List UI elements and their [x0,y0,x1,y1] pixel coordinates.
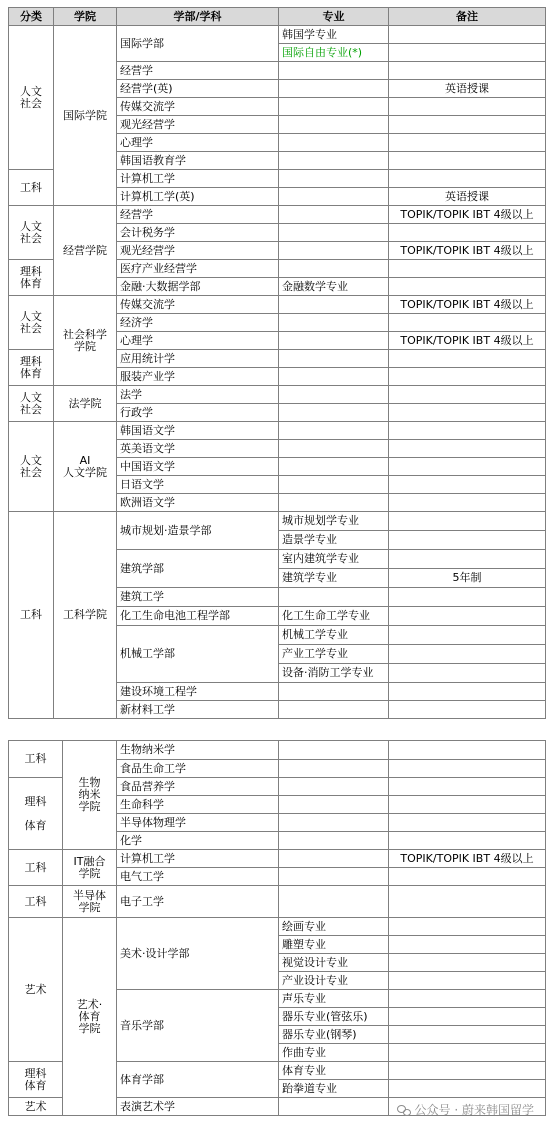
major-cell [279,868,389,886]
department-cell: 城市规划·造景学部 [117,512,279,550]
department-cell: 生命科学 [117,796,279,814]
major-cell [279,206,389,224]
major-cell [279,886,389,918]
remark-cell [389,1026,546,1044]
remark-cell [389,224,546,242]
department-cell: 经济学 [117,314,279,332]
major-cell [279,98,389,116]
department-cell: 建设环境工程学 [117,683,279,701]
department-cell: 新材料工学 [117,701,279,719]
header-major: 专业 [279,8,389,26]
major-cell: 造景学专业 [279,531,389,550]
category-cell: 工科 [9,741,63,778]
department-cell: 建筑学部 [117,550,279,588]
category-cell: 艺术 [9,918,63,1062]
college-cell: 半导体 学院 [63,886,117,918]
remark-cell [389,760,546,778]
major-cell [279,850,389,868]
department-cell: 计算机工学(英) [117,188,279,206]
remark-cell [389,588,546,607]
department-cell: 表演艺术学 [117,1098,279,1116]
college-cell: 经营学院 [54,206,117,296]
remark-cell [389,701,546,719]
major-cell: 器乐专业(管弦乐) [279,1008,389,1026]
remark-cell [389,260,546,278]
major-cell: 作曲专业 [279,1044,389,1062]
department-cell: 国际学部 [117,26,279,62]
department-cell: 心理学 [117,134,279,152]
remark-cell [389,972,546,990]
major-cell [279,760,389,778]
department-cell: 计算机工学 [117,850,279,868]
remark-cell [389,44,546,62]
category-cell: 理科 体育 [9,350,54,386]
remark-cell: 英语授课 [389,80,546,98]
major-cell: 器乐专业(钢琴) [279,1026,389,1044]
department-cell: 韩国语文学 [117,422,279,440]
major-cell: 产业设计专业 [279,972,389,990]
remark-cell [389,422,546,440]
category-cell: 理科 体育 [9,260,54,296]
department-cell: 医疗产业经营学 [117,260,279,278]
category-cell: 工科 [9,170,54,206]
category-cell: 工科 [9,850,63,886]
major-cell [279,588,389,607]
major-cell [279,152,389,170]
department-cell: 电气工学 [117,868,279,886]
major-cell [279,62,389,80]
remark-cell [389,1080,546,1098]
remark-cell [389,386,546,404]
major-cell [279,701,389,719]
remark-cell [389,440,546,458]
category-cell: 工科 [9,512,54,719]
major-cell: 化工生命工学专业 [279,607,389,626]
major-cell [279,368,389,386]
major-cell [279,1098,389,1116]
major-cell [279,386,389,404]
department-cell: 半导体物理学 [117,814,279,832]
header-category: 分类 [9,8,54,26]
college-cell: IT融合 学院 [63,850,117,886]
major-cell: 机械工学专业 [279,626,389,645]
major-cell: 声乐专业 [279,990,389,1008]
major-cell [279,314,389,332]
category-cell: 理科 体育 [9,1062,63,1098]
remark-cell [389,1062,546,1080]
major-cell: 建筑学专业 [279,569,389,588]
major-cell [279,260,389,278]
remark-cell [389,98,546,116]
major-cell [279,242,389,260]
wechat-icon [397,1104,411,1116]
remark-cell [389,1044,546,1062]
remark-cell [389,664,546,683]
remark-cell [389,278,546,296]
department-cell: 行政学 [117,404,279,422]
department-cell: 观光经营学 [117,116,279,134]
department-cell: 化工生命电池工程学部 [117,607,279,626]
category-cell: 工科 [9,886,63,918]
remark-cell [389,741,546,760]
major-table-part-2 [8,740,546,1116]
department-cell: 电子工学 [117,886,279,918]
remark-cell [389,116,546,134]
remark-cell [389,170,546,188]
major-cell [279,778,389,796]
department-cell: 传媒交流学 [117,98,279,116]
major-cell [279,224,389,242]
department-cell: 法学 [117,386,279,404]
remark-cell [389,936,546,954]
watermark [397,1101,534,1118]
major-cell [279,683,389,701]
remark-cell [389,814,546,832]
remark-cell [389,512,546,531]
department-cell: 音乐学部 [117,990,279,1062]
category-cell: 艺术 [9,1098,63,1116]
college-cell: 法学院 [54,386,117,422]
department-cell: 计算机工学 [117,170,279,188]
major-cell [279,814,389,832]
department-cell: 传媒交流学 [117,296,279,314]
remark-cell [389,314,546,332]
major-cell: 韩国学专业 [279,26,389,44]
major-cell: 产业工学专业 [279,645,389,664]
category-cell: 人文 社会 [9,26,54,170]
major-cell [279,80,389,98]
remark-cell [389,607,546,626]
remark-cell [389,683,546,701]
remark-cell [389,918,546,936]
major-cell: 跆拳道专业 [279,1080,389,1098]
remark-cell [389,134,546,152]
remark-cell [389,476,546,494]
department-cell: 食品营养学 [117,778,279,796]
department-cell: 食品生命工学 [117,760,279,778]
college-cell: 生物 纳米 学院 [63,741,117,850]
college-cell: AI 人文学院 [54,422,117,512]
remark-cell: TOPIK/TOPIK IBT 4级以上 [389,850,546,868]
header-remarks: 备注 [389,8,546,26]
department-cell: 服装产业学 [117,368,279,386]
college-cell: 工科学院 [54,512,117,719]
major-cell [279,404,389,422]
remark-cell: 英语授课 [389,188,546,206]
major-cell [279,796,389,814]
major-cell [279,741,389,760]
department-cell: 日语文学 [117,476,279,494]
department-cell: 观光经营学 [117,242,279,260]
college-cell: 社会科学 学院 [54,296,117,386]
major-cell [279,188,389,206]
watermark-text: 公众号 · 蔚来韩国留学 [414,1103,534,1117]
college-cell: 国际学院 [54,26,117,206]
department-cell: 经营学 [117,206,279,224]
major-cell: 金融数学专业 [279,278,389,296]
remark-cell [389,26,546,44]
department-cell: 体育学部 [117,1062,279,1098]
header-college: 学院 [54,8,117,26]
remark-cell [389,494,546,512]
major-cell: 设备·消防工学专业 [279,664,389,683]
major-table-part-1 [8,7,546,719]
department-cell: 机械工学部 [117,626,279,683]
remark-cell [389,778,546,796]
category-cell: 人文 社会 [9,206,54,260]
remark-cell [389,458,546,476]
remark-cell [389,368,546,386]
remark-cell [389,645,546,664]
remark-cell [389,990,546,1008]
remark-cell [389,350,546,368]
department-cell: 应用统计学 [117,350,279,368]
remark-cell [389,531,546,550]
department-cell: 化学 [117,832,279,850]
remark-cell [389,550,546,569]
remark-cell [389,1008,546,1026]
remark-cell: TOPIK/TOPIK IBT 4级以上 [389,296,546,314]
major-cell [279,134,389,152]
remark-cell: TOPIK/TOPIK IBT 4级以上 [389,242,546,260]
remark-cell [389,62,546,80]
major-cell [279,116,389,134]
category-cell: 人文 社会 [9,296,54,350]
major-cell [279,170,389,188]
department-cell: 韩国语教育学 [117,152,279,170]
major-cell: 体育专业 [279,1062,389,1080]
department-cell: 金融·大数据学部 [117,278,279,296]
college-cell: 艺术· 体育 学院 [63,918,117,1116]
major-cell [279,832,389,850]
remark-cell [389,404,546,422]
department-cell: 会计税务学 [117,224,279,242]
remark-cell [389,152,546,170]
major-cell: 视觉设计专业 [279,954,389,972]
remark-cell [389,868,546,886]
major-cell: 绘画专业 [279,918,389,936]
remark-cell: 5年制 [389,569,546,588]
department-cell: 英美语文学 [117,440,279,458]
major-cell [279,332,389,350]
remark-cell [389,796,546,814]
category-cell: 人文 社会 [9,422,54,512]
department-cell: 经营学(英) [117,80,279,98]
major-cell-highlight: 国际自由专业(*) [279,44,389,62]
remark-cell: TOPIK/TOPIK IBT 4级以上 [389,332,546,350]
header-department: 学部/学科 [117,8,279,26]
department-cell: 生物纳米学 [117,741,279,760]
major-cell [279,422,389,440]
department-cell: 欧洲语文学 [117,494,279,512]
remark-cell [389,626,546,645]
major-cell: 室内建筑学专业 [279,550,389,569]
remark-cell: TOPIK/TOPIK IBT 4级以上 [389,206,546,224]
department-cell: 中国语文学 [117,458,279,476]
major-cell [279,476,389,494]
category-cell: 人文 社会 [9,386,54,422]
department-cell: 美术·设计学部 [117,918,279,990]
major-cell [279,350,389,368]
major-cell [279,296,389,314]
major-cell: 城市规划学专业 [279,512,389,531]
remark-cell [389,832,546,850]
remark-cell [389,886,546,918]
department-cell: 心理学 [117,332,279,350]
major-cell: 雕塑专业 [279,936,389,954]
department-cell: 建筑工学 [117,588,279,607]
remark-cell [389,954,546,972]
category-cell: 理科 体育 [9,778,63,850]
major-cell [279,440,389,458]
department-cell: 经营学 [117,62,279,80]
major-cell [279,494,389,512]
major-cell [279,458,389,476]
